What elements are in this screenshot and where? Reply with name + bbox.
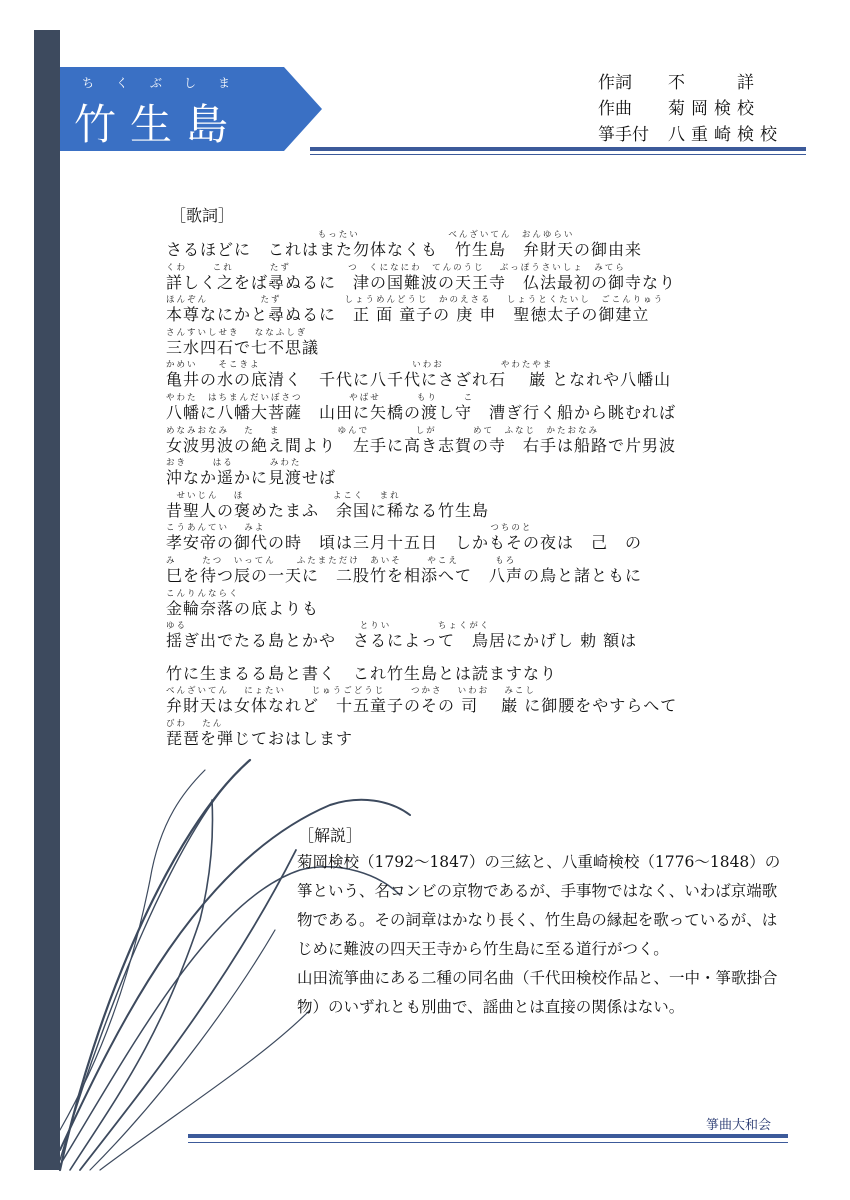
lyric-text: 孝安帝の御代の時 頃は三月十五日 しかもその夜は 己 の: [166, 533, 643, 553]
notes-heading: ［解説］: [298, 826, 363, 845]
lyric-ruby: びわ たん: [166, 718, 224, 729]
lyric-text: 揺ぎ出でたる島とかや さるによって 鳥居にかげし 勅 額は: [166, 631, 638, 651]
footer-label: 箏曲大和会: [706, 1118, 772, 1133]
credit-name: 八重崎検校: [668, 125, 783, 145]
lyric-ruby: めなみおなみ た ま ゆんで しが めて ふなじ かたおなみ: [166, 425, 600, 436]
credit-row: [598, 70, 783, 96]
lyric-text: 本尊なにかと尋ぬるに 正 面 童子の 庚 申 聖徳太子の御建立: [166, 305, 650, 325]
lyric-ruby: ゆる とりい ちょくがく: [166, 621, 491, 632]
credits: [598, 70, 783, 148]
title-ruby: ちくぶしま: [82, 76, 253, 90]
lyric-text: さるほどに これはまた勿体なくも 竹生島 弁財天の御由来: [166, 240, 643, 259]
lyric-text: 弁財天は女体なれど 十五童子のその 司 巌 に御腰をやすらへて: [166, 696, 678, 716]
credit-role: 作詞: [598, 73, 632, 93]
header-rule-thin: [310, 154, 806, 155]
lyric-ruby: べんざいてん にょたい じゅうごどうじ つかさ いわお みこし: [166, 686, 536, 697]
lyric-text: 竹に生まるる島と書く これ竹生島とは読ますなり: [166, 663, 558, 683]
credit-row: [598, 96, 783, 122]
credit-name: 不 詳: [668, 73, 760, 93]
title-block: [74, 72, 264, 149]
footer-rule: [188, 1134, 788, 1138]
lyric-ruby: さんすいしせき ななふしぎ: [166, 327, 308, 338]
lyric-text: 詳しく之をば尋ぬるに 津の国難波の天王寺 仏法最初の御寺なり: [166, 272, 677, 292]
lyric-ruby: やわた はちまんだいぼさつ やばせ もり こ: [166, 392, 475, 403]
lyric-text: 琵琶を弾じておはします: [166, 728, 354, 748]
credit-role: 作曲: [598, 99, 632, 119]
lyric-text: 巳を待つ辰の一天に 二股竹を相添へて 八声の鳥と諸ともに: [166, 565, 643, 585]
lyric-text: 女波男波の絶え間より 左手に高き志賀の寺 右手は船路で片男波: [166, 435, 677, 455]
credit-role: 箏手付: [598, 125, 649, 145]
lyric-ruby: み たつ いってん ふたまただけ あいそ やこえ もろ: [166, 555, 517, 566]
lyric-ruby: ほんぞん たず しょうめんどうじ かのえさる しょうとくたいし ごこんりゅう: [166, 295, 665, 306]
lyric-ruby: こんりんならく: [166, 588, 240, 599]
lyric-text: 八幡に八幡大菩薩 山田に矢橋の渡し守 漕ぎ行く船から眺むれば: [166, 402, 677, 422]
footer-rule-thin: [188, 1142, 788, 1143]
page-title: 竹生島: [74, 100, 243, 149]
lyric-ruby: くわ これ たず つ くになにわ てんのうじ ぶっぽうさいしょ みてら: [166, 262, 626, 273]
lyric-text: 沖なか遥かに見渡せば: [166, 468, 337, 488]
lyric-ruby: こうあんてい みよ つちのと: [166, 523, 533, 534]
lyric-ruby: もったい べんざいてん おんゆらい: [166, 230, 575, 240]
lyric-text: 金輪奈落の底よりも: [166, 598, 320, 618]
lyric-text: 昔聖人の褒めたまふ 余国に稀なる竹生島: [166, 500, 490, 520]
credit-row: [598, 122, 783, 148]
lyric-text: 三水四石で七不思議: [166, 337, 320, 357]
notes-paragraph: 菊岡検校（1792～1847）の三絃と、八重崎検校（1776～1848）の箏という、名コンビの京物であるが、手事物ではなく、いわば京端歌物である。その詞章はかなり長く、竹生島の縁起を歌っているが、はじめに難波の四天王寺から竹生島に至る道行がつく。: [297, 853, 781, 958]
lyric-text: 亀井の水の底清く 千代に八千代にさざれ石 巌 となれや八幡山: [166, 370, 672, 390]
lyric-ruby: おき はる みわた: [166, 458, 302, 469]
notes-body: [297, 848, 787, 1022]
lyric-ruby: せいじん ほ よこく まれ: [166, 490, 401, 501]
notes-paragraph: 山田流箏曲にある二種の同名曲（千代田検校作品と、一中・箏歌掛合物）のいずれとも別曲で、謡曲とは直接の関係はない。: [297, 969, 778, 1016]
lyric-ruby: かめい そこきよ いわお やわたやま: [166, 360, 554, 371]
credit-name: 菊岡検校: [668, 99, 760, 119]
lyrics-heading: ［歌詞］: [170, 206, 235, 225]
header-rule: [310, 147, 806, 151]
